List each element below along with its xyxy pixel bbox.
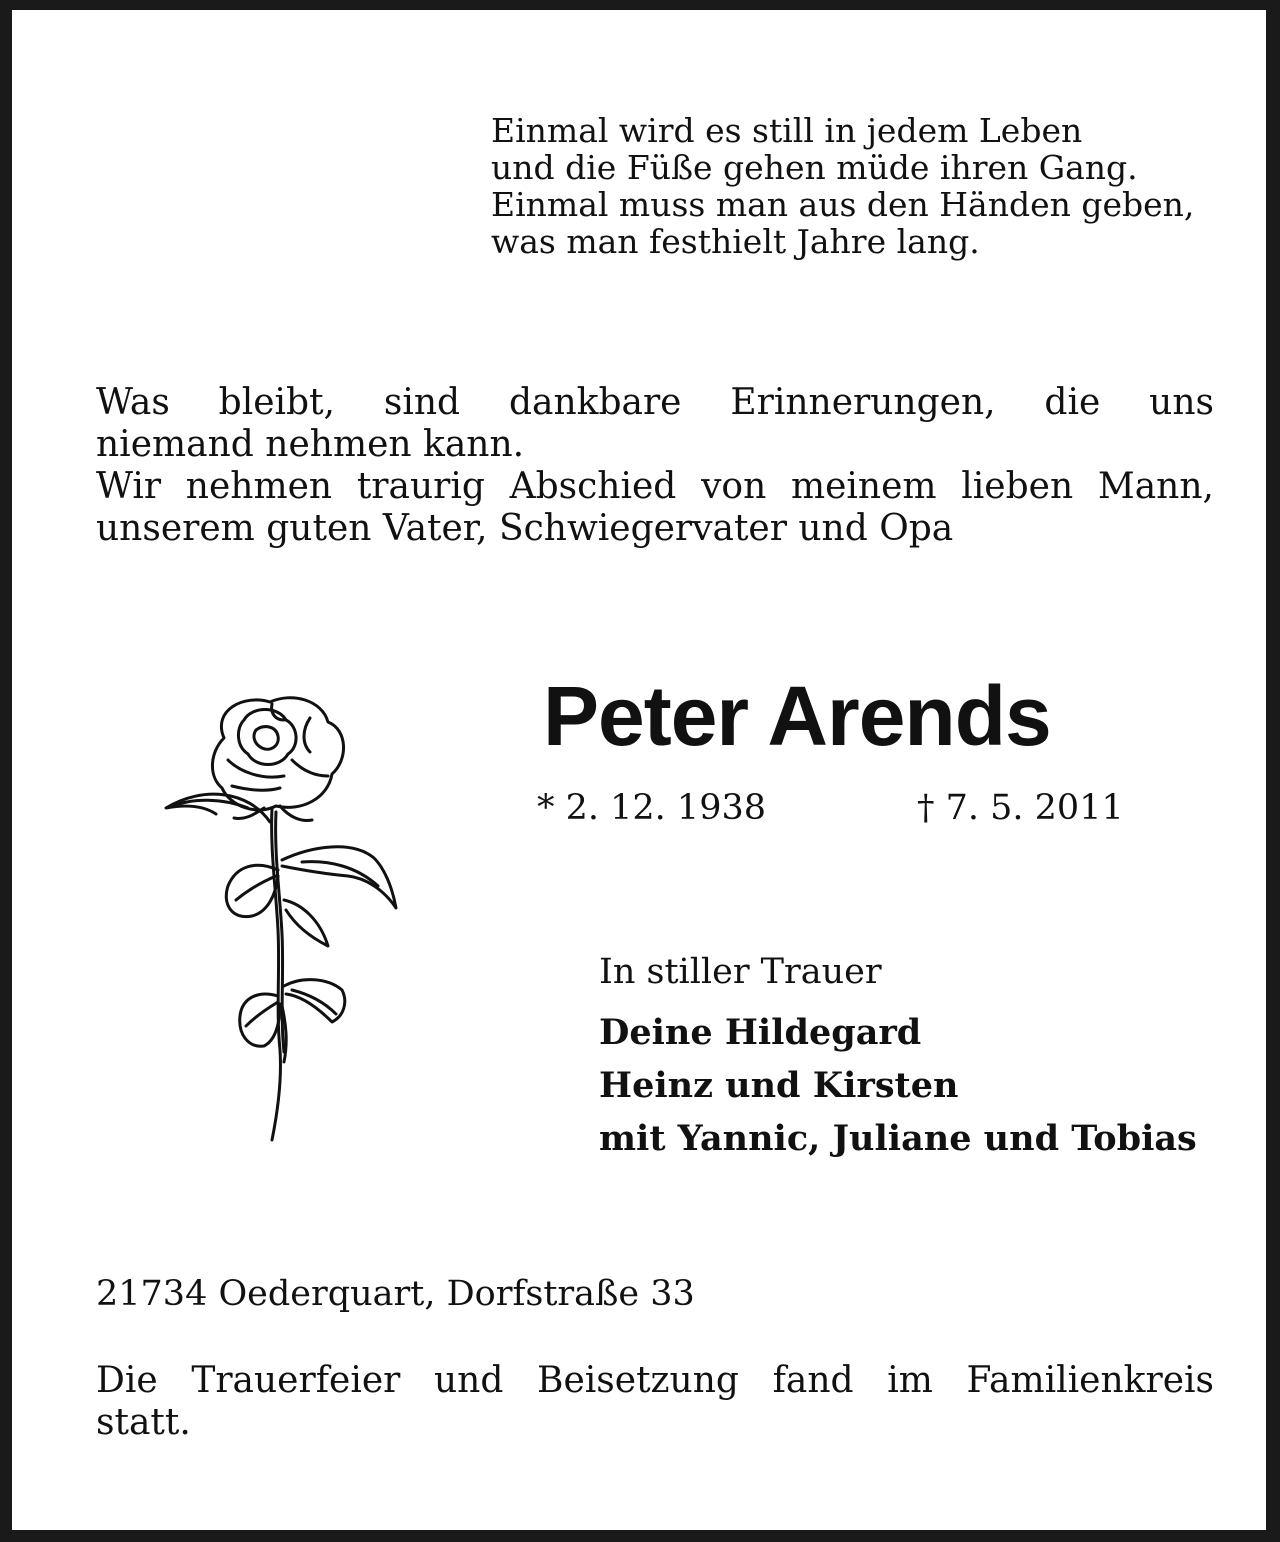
poem-line: Einmal muss man aus den Händen geben, [491, 185, 1195, 224]
memory-line: Was bleibt, sind dankbare Erinnerungen, die uns [96, 382, 1214, 423]
mourners-list [599, 1006, 1197, 1165]
mourner-name: Heinz und Kirsten [599, 1065, 959, 1106]
memory-line: Wir nehmen traurig Abschied von meinem lieben Mann, [96, 466, 1214, 507]
memory-paragraph [96, 382, 1214, 550]
deceased-name: Peter Arends [543, 669, 1051, 763]
memory-line: unserem guten Vater, Schwiegervater und Opa [96, 508, 954, 549]
mourner-name: Deine Hildegard [599, 1012, 922, 1053]
address: 21734 Oederquart, Dorfstraße 33 [96, 1274, 695, 1314]
poem-line: Einmal wird es still in jedem Leben [491, 111, 1083, 150]
mourner-name: mit Yannic, Juliane und Tobias [599, 1118, 1197, 1159]
mourning-intro: In stiller Trauer [599, 952, 882, 992]
poem-line: und die Füße gehen müde ihren Gang. [491, 148, 1138, 187]
poem-verse [491, 112, 1194, 260]
death-date: † 7. 5. 2011 [917, 788, 1124, 828]
poem-line: was man festhielt Jahre lang. [491, 222, 980, 261]
ceremony-line: Die Trauerfeier und Beisetzung fand im Familienkreis [96, 1360, 1214, 1401]
memory-line: niemand nehmen kann. [96, 424, 525, 465]
birth-date: * 2. 12. 1938 [537, 788, 767, 828]
ceremony-note [96, 1360, 1214, 1444]
ceremony-line: statt. [96, 1402, 191, 1443]
rose-drawing-icon [152, 690, 412, 1150]
